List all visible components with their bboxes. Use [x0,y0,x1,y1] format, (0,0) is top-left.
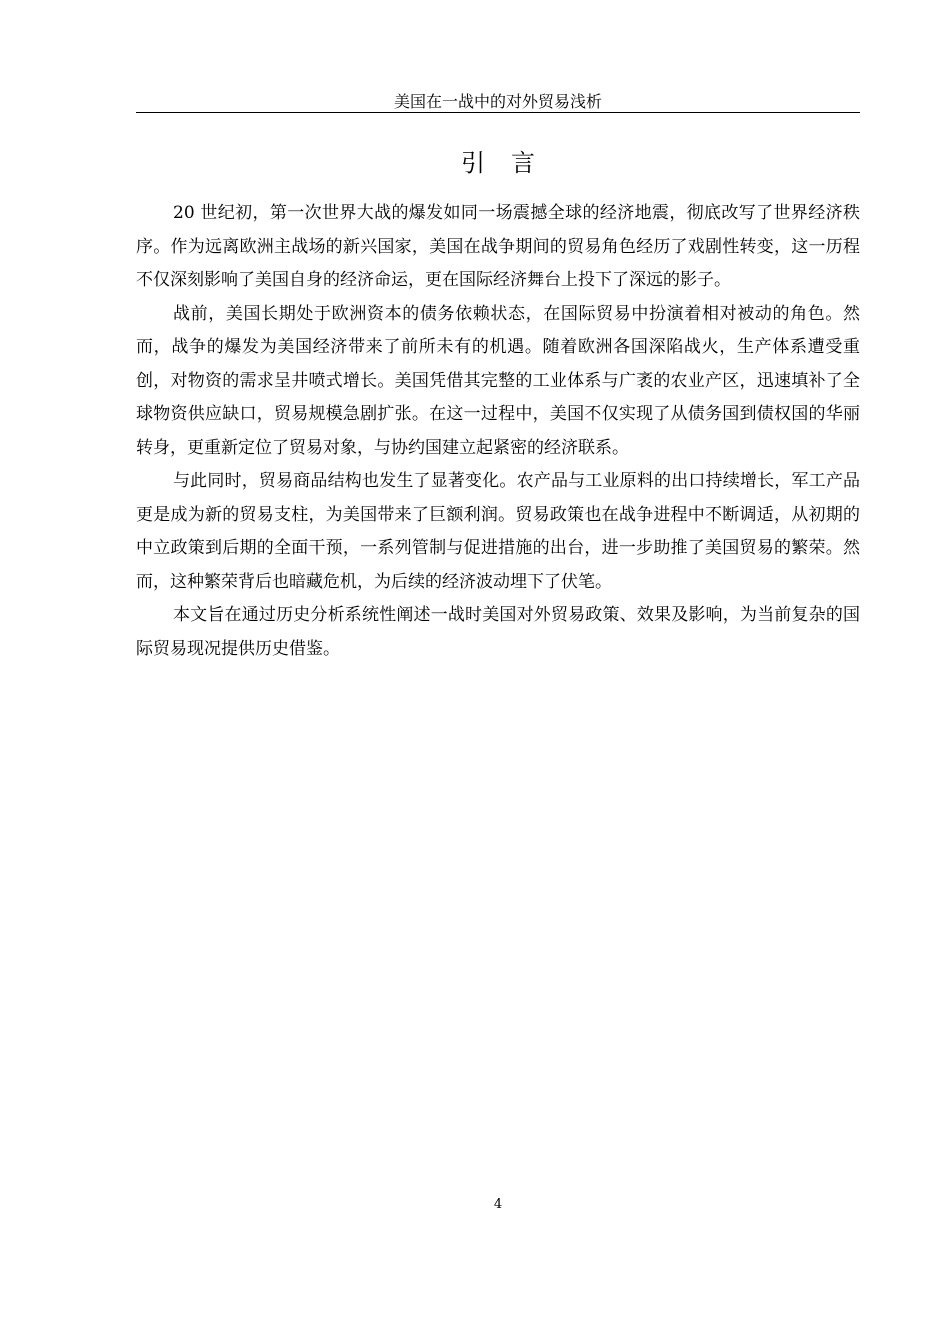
body-text [136,197,860,666]
paragraph-1: 20 世纪初，第一次世界大战的爆发如同一场震撼全球的经济地震，彻底改写了世界经济秩序。作为远离欧洲主战场的新兴国家，美国在战争期间的贸易角色经历了戏剧性转变，这一历程不仅深刻影响了美国自身的经济命运，更在国际经济舞台上投下了深远的影子。 [136,203,860,290]
paragraph-4: 本文旨在通过历史分析系统性阐述一战时美国对外贸易政策、效果及影响，为当前复杂的国际贸易现况提供历史借鉴。 [136,605,860,659]
section-title: 引言 [461,149,561,177]
paragraph-3: 与此同时，贸易商品结构也发生了显著变化。农产品与工业原料的出口持续增长，军工产品更是成为新的贸易支柱，为美国带来了巨额利润。贸易政策也在战争进程中不断调适，从初期的中立政策到后期的全面干预，一系列管制与促进措施的出台，进一步助推了美国贸易的繁荣。然而，这种繁荣背后也暗藏危机，为后续的经济波动埋下了伏笔。 [136,471,860,592]
paragraph-2: 战前，美国长期处于欧洲资本的债务依赖状态，在国际贸易中扮演着相对被动的角色。然而，战争的爆发为美国经济带来了前所未有的机遇。随着欧洲各国深陷战火，生产体系遭受重创，对物资的需求呈井喷式增长。美国凭借其完整的工业体系与广袤的农业产区，迅速填补了全球物资供应缺口，贸易规模急剧扩张。在这一过程中，美国不仅实现了从债务国到债权国的华丽转身，更重新定位了贸易对象，与协约国建立起紧密的经济联系。 [136,303,860,458]
page-number: 4 [493,1197,503,1212]
header-rule [136,112,860,113]
running-header: 美国在一战中的对外贸易浅析 [393,92,602,111]
